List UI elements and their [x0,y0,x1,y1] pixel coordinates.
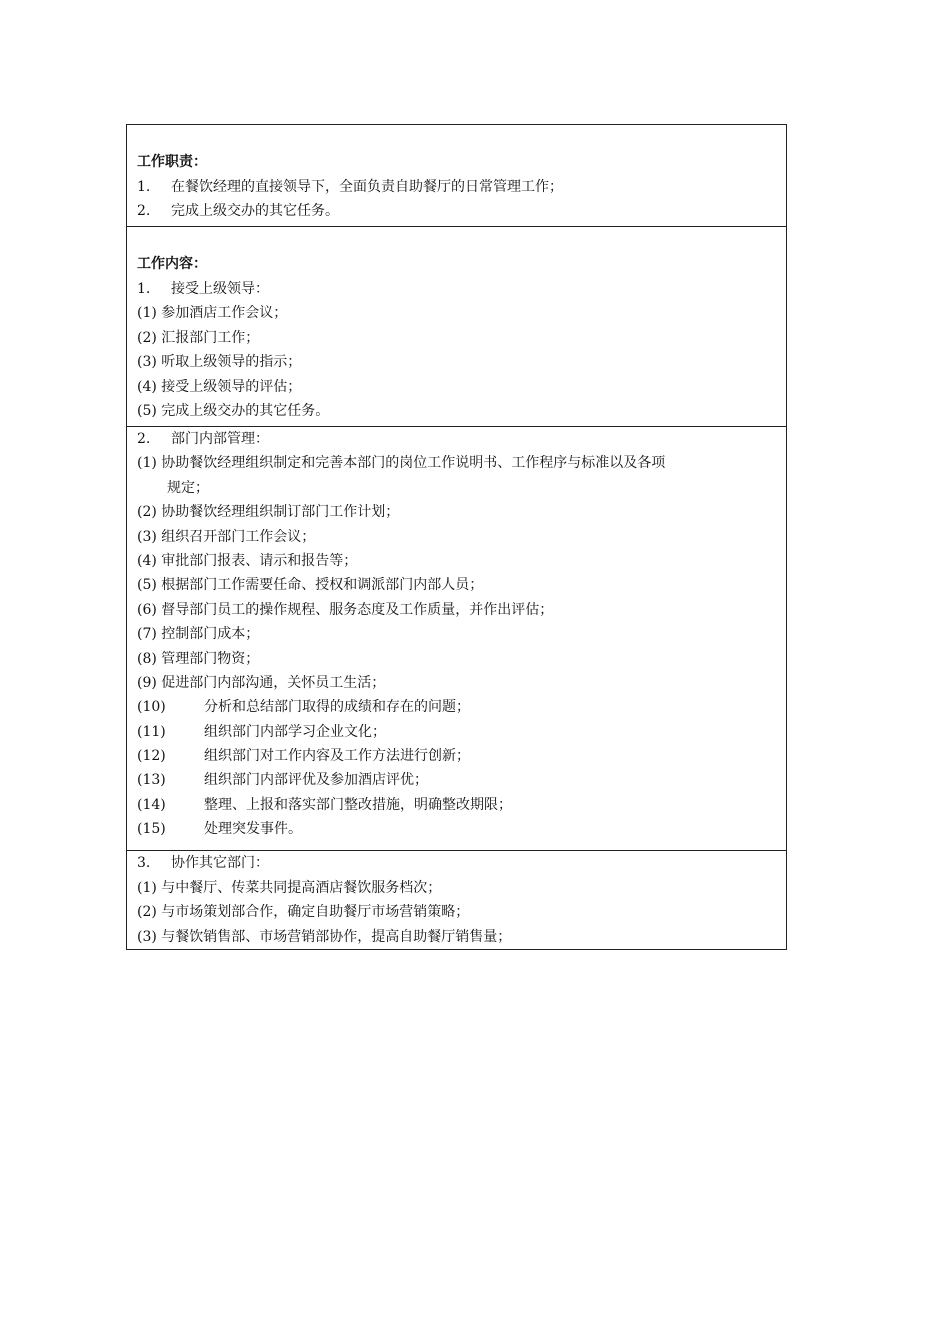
list-item: (1) 协助餐饮经理组织制定和完善本部门的岗位工作说明书、工作程序与标准以及各项 [137,455,666,472]
list-item: (6) 督导部门员工的操作规程、服务态度及工作质量，并作出评估； [137,601,554,618]
list-item: (2) 汇报部门工作； [137,329,260,346]
list-item: (3) 组织召开部门工作会议； [137,528,316,545]
list-item: (5) 根据部门工作需要任命、授权和调派部门内部人员； [137,577,484,594]
item-text: 整理、上报和落实部门整改措施，明确整改期限； [204,796,512,813]
content-part3-section [127,850,786,949]
part-title-text: 部门内部管理： [171,431,269,447]
job-description-table [126,124,787,950]
item-number: (11) [137,723,166,740]
part-number: 3. [137,855,151,871]
list-item: (2) 与市场策划部合作，确定自助餐厅市场营销策略； [137,904,470,920]
duties-section [127,125,786,226]
list-item: (8) 管理部门物资； [137,650,260,667]
part-title-text: 协作其它部门： [171,855,269,871]
list-item: (4) 审批部门报表、请示和报告等； [137,552,358,569]
list-item: (7) 控制部门成本； [137,626,260,643]
content-part1-section [127,226,786,426]
item-number: (13) [137,772,166,789]
list-item [127,793,786,817]
item-number: (10) [137,699,166,716]
item-text: 组织部门内部学习企业文化； [204,723,386,740]
part-number: 1. [137,280,151,297]
content-heading: 工作内容： [137,256,207,272]
list-item: (9) 促进部门内部沟通，关怀员工生活； [137,674,386,691]
part-title-text: 接受上级领导： [171,280,269,297]
part-title [127,851,786,876]
part-number: 2. [137,431,151,447]
list-item [127,744,786,768]
duty-text: 在餐饮经理的直接领导下，全面负责自助餐厅的日常管理工作； [171,178,563,195]
duty-item [127,175,786,200]
list-item: (1) 与中餐厅、传菜共同提高酒店餐饮服务档次； [137,879,442,896]
list-item: (3) 听取上级领导的指示； [137,354,302,370]
list-item: (4) 接受上级领导的评估； [137,378,302,395]
list-item: (3) 与餐饮销售部、市场营销部协作，提高自助餐厅销售量； [137,928,512,945]
content-part2-section [127,426,786,850]
list-item: (2) 协助餐饮经理组织制订部门工作计划； [137,504,400,521]
item-text: 组织部门内部评优及参加酒店评优； [204,772,428,789]
list-item-continuation: 规定； [167,479,209,496]
part-title [127,277,786,302]
duty-number: 2. [137,203,151,219]
item-number: (14) [137,796,166,813]
list-item: (1) 参加酒店工作会议； [137,305,288,321]
item-text: 组织部门对工作内容及工作方法进行创新； [204,748,470,765]
item-number: (15) [137,821,166,838]
item-text: 分析和总结部门取得的成绩和存在的问题； [204,699,470,716]
list-item [127,695,786,719]
duties-heading: 工作职责： [137,154,207,170]
item-number: (12) [137,748,166,765]
item-text: 处理突发事件。 [204,821,302,838]
list-item [127,768,786,792]
duty-text: 完成上级交办的其它任务。 [171,203,339,219]
list-item [127,720,786,744]
part-title [127,427,786,451]
list-item [127,817,786,841]
list-item: (5) 完成上级交办的其它任务。 [137,403,330,419]
duty-number: 1. [137,178,151,195]
duty-item [127,199,786,224]
